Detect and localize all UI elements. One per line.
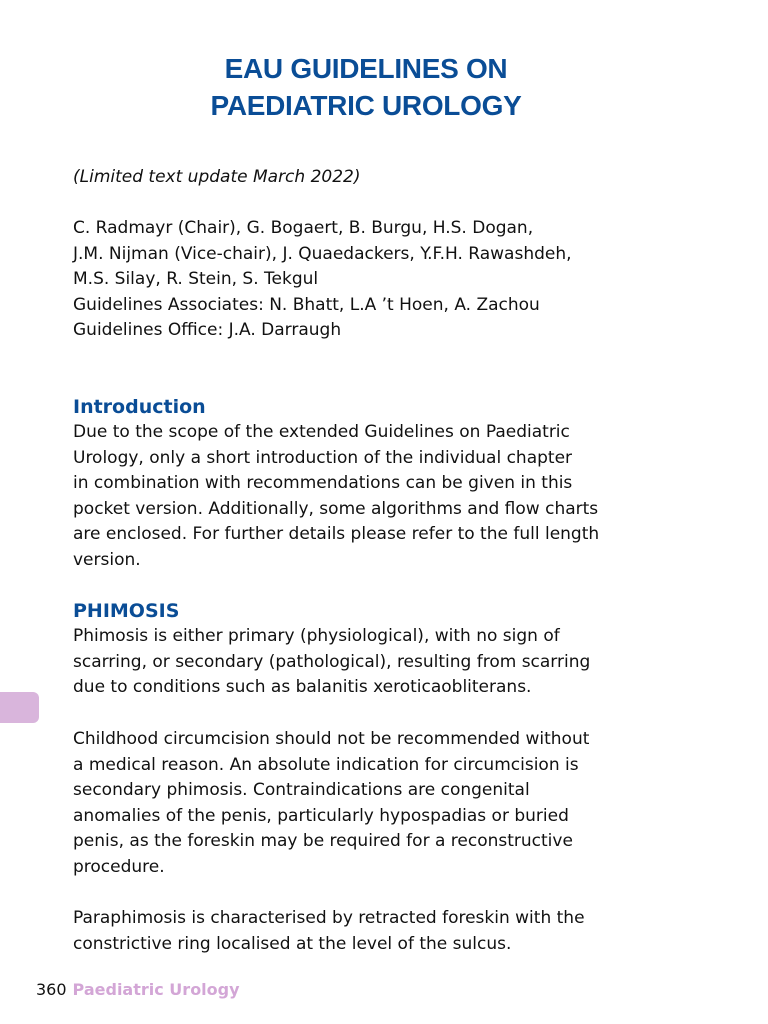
- update-note: (Limited text update March 2022): [73, 167, 361, 187]
- phimosis-paragraph-3: [73, 906, 693, 957]
- introduction-heading: Introduction: [73, 396, 206, 418]
- text-line: in combination with recommendations can be given in this: [73, 473, 573, 494]
- text-line: pocket version. Additionally, some algorithms and flow charts: [73, 498, 599, 519]
- text-line: a medical reason. An absolute indication for circumcision is: [73, 754, 579, 775]
- text-line: Childhood circumcision should not be recommended without: [73, 729, 590, 749]
- text-line: penis, as the foreskin may be required for a reconstructive: [73, 831, 573, 852]
- text-line: anomalies of the penis, particularly hypospadias or buried: [73, 805, 569, 826]
- text-line: constrictive ring localised at the level of the sulcus.: [73, 933, 512, 954]
- guidelines-office-line: Guidelines Office: J.A. Darraugh: [73, 320, 342, 341]
- guidelines-associates-line: Guidelines Associates: N. Bhatt, L.A ’t Hoen, A. Zachou: [73, 294, 540, 315]
- text-line: Urology, only a short introduction of the individual chapter: [73, 447, 573, 468]
- phimosis-paragraph-1: [73, 624, 693, 701]
- phimosis-paragraph-2: [73, 727, 693, 881]
- author-line: J.M. Nijman (Vice-chair), J. Quaedackers, Y.F.H. Rawashdeh,: [73, 243, 572, 264]
- text-line: Due to the scope of the extended Guidelines on Paediatric: [73, 422, 570, 442]
- page-number: 360: [36, 980, 67, 999]
- text-line: scarring, or secondary (pathological), resulting from scarring: [73, 651, 591, 672]
- title-line-2: PAEDIATRIC UROLOGY: [210, 90, 522, 121]
- title-line-1: EAU GUIDELINES ON: [224, 53, 508, 84]
- phimosis-heading: PHIMOSIS: [73, 600, 180, 622]
- author-line: M.S. Silay, R. Stein, S. Tekgul: [73, 269, 319, 290]
- page-footer: [36, 979, 240, 1001]
- author-list: [73, 216, 693, 344]
- chapter-side-tab: [0, 692, 39, 723]
- author-line: C. Radmayr (Chair), G. Bogaert, B. Burgu, H.S. Dogan,: [73, 218, 534, 238]
- running-title: Paediatric Urology: [72, 980, 240, 999]
- text-line: due to conditions such as balanitis xeroticaobliterans.: [73, 677, 532, 698]
- text-line: are enclosed. For further details please refer to the full length: [73, 524, 600, 545]
- text-line: version.: [73, 549, 141, 570]
- introduction-paragraph: [73, 420, 693, 574]
- document-title: [0, 50, 732, 124]
- text-line: Phimosis is either primary (physiological), with no sign of: [73, 626, 560, 646]
- text-line: procedure.: [73, 856, 165, 877]
- text-line: secondary phimosis. Contraindications are congenital: [73, 780, 530, 801]
- text-line: Paraphimosis is characterised by retracted foreskin with the: [73, 908, 585, 928]
